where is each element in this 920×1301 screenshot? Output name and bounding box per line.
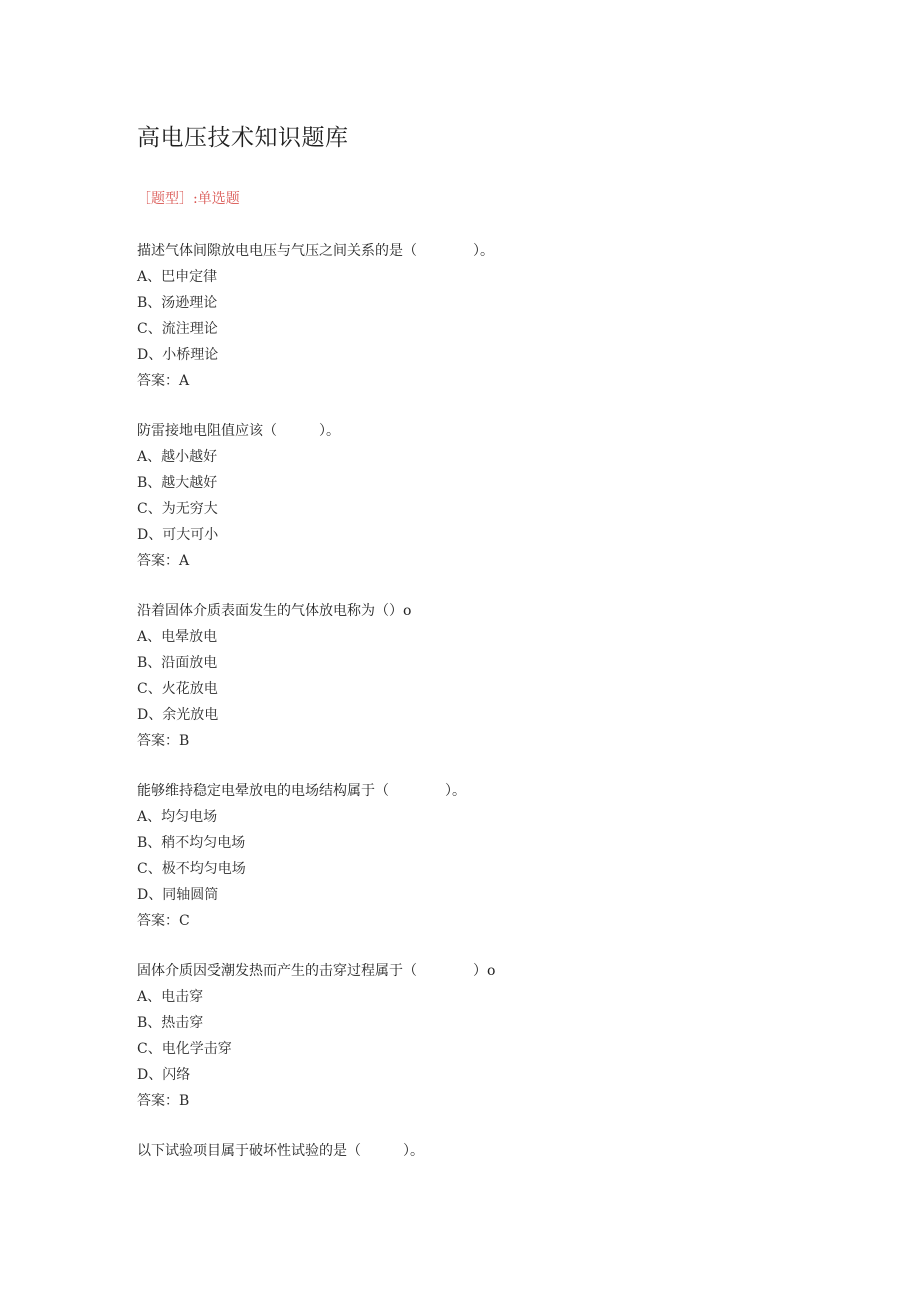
question-item [137, 958, 495, 1114]
option-a: A、越小越好 [137, 449, 218, 465]
option-d: D、余光放电 [137, 707, 219, 723]
answer-line: 答案：B [137, 733, 190, 749]
option-c: C、流注理论 [137, 321, 218, 337]
question-stem: 描述气体间隙放电电压与气压之间关系的是（ ）。 [137, 243, 494, 259]
option-c: C、为无穷大 [137, 501, 218, 517]
question-list [137, 238, 495, 1188]
document-title: 高电压技术知识题库 [137, 125, 349, 151]
option-b: B、越大越好 [137, 475, 218, 491]
option-a: A、电晕放电 [137, 629, 218, 645]
answer-line: 答案：B [137, 1093, 190, 1109]
answer-line: 答案：A [137, 553, 190, 569]
question-stem: 防雷接地电阻值应该（ ）。 [137, 423, 340, 439]
question-type-label: ［题型］:单选题 [137, 191, 240, 207]
answer-line: 答案：A [137, 373, 190, 389]
option-c: C、火花放电 [137, 681, 218, 697]
question-stem: 能够维持稳定电晕放电的电场结构属于（ ）。 [137, 783, 466, 799]
question-item [137, 778, 495, 934]
option-b: B、热击穿 [137, 1015, 204, 1031]
question-stem: 以下试验项目属于破坏性试验的是（ ）。 [137, 1143, 424, 1159]
option-b: B、稍不均匀电场 [137, 835, 246, 851]
answer-line: 答案：C [137, 913, 190, 929]
option-a: A、巴申定律 [137, 269, 218, 285]
option-a: A、电击穿 [137, 989, 204, 1005]
option-d: D、小桥理论 [137, 347, 219, 363]
option-a: A、均匀电场 [137, 809, 218, 825]
question-item [137, 598, 495, 754]
option-b: B、沿面放电 [137, 655, 218, 671]
question-item [137, 238, 495, 394]
question-stem: 沿着固体介质表面发生的气体放电称为（）o [137, 603, 412, 619]
option-d: D、可大可小 [137, 527, 219, 543]
question-item [137, 1138, 495, 1164]
question-stem: 固体介质因受潮发热而产生的击穿过程属于（ ）o [137, 963, 496, 979]
option-b: B、汤逊理论 [137, 295, 218, 311]
option-d: D、闪络 [137, 1067, 191, 1083]
question-item [137, 418, 495, 574]
option-d: D、同轴圆筒 [137, 887, 219, 903]
option-c: C、电化学击穿 [137, 1041, 232, 1057]
option-c: C、极不均匀电场 [137, 861, 246, 877]
